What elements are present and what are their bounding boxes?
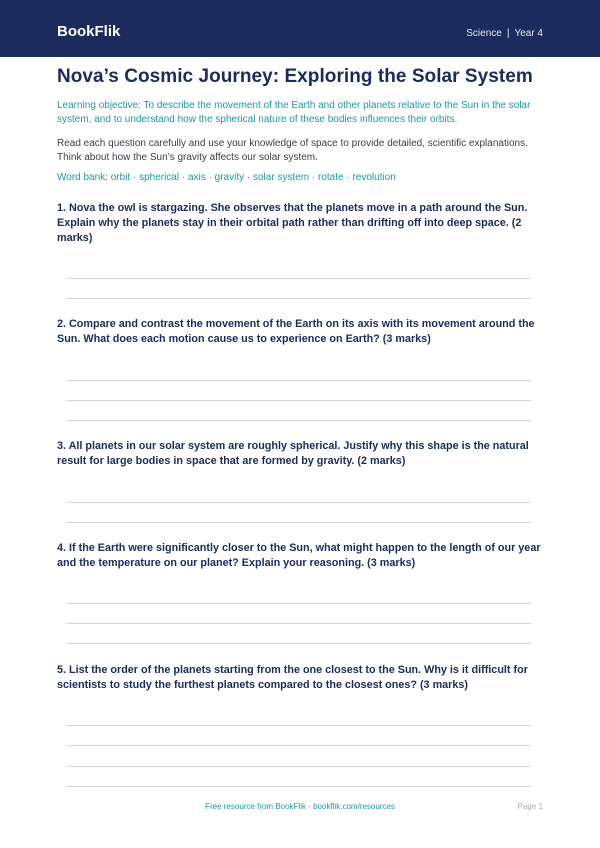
- separator: |: [506, 28, 510, 39]
- answer-line[interactable]: [67, 766, 531, 767]
- instructions: Read each question carefully and use your knowledge of space to provide detailed, scientific explanations. Think about how the Sun’s gravity affects our solar system.: [57, 138, 528, 163]
- answer-line[interactable]: [67, 502, 531, 503]
- answer-line[interactable]: [67, 400, 531, 401]
- answer-line[interactable]: [67, 298, 531, 299]
- header-bar: [0, 0, 600, 57]
- question-2: 2. Compare and contrast the movement of the Earth on its axis with its movement around the Sun. What does each motion cause us to experience on Earth? (3 marks): [57, 318, 535, 345]
- answer-line[interactable]: [67, 623, 531, 624]
- learning-objective: Learning objective: To describe the movement of the Earth and other planets relative to the Sun in the solar system, and to understand how the spherical nature of these bodies influences their orbits.: [57, 100, 531, 125]
- answer-line[interactable]: [67, 522, 531, 523]
- page-number: Page 1: [517, 802, 543, 811]
- answer-line[interactable]: [67, 420, 531, 421]
- subject-label: Science: [466, 28, 502, 39]
- question-3: 3. All planets in our solar system are roughly spherical. Justify why this shape is the natural result for large bodies in space that are formed by gravity. (2 marks): [57, 440, 529, 467]
- footer-source: Free resource from BookFlik · bookflik.com/resources: [205, 802, 395, 811]
- question-1: 1. Nova the owl is stargazing. She observes that the planets move in a path around the Sun. Explain why the planets stay in their orbital path rather than drifting off into deep space. (2 marks): [57, 202, 528, 244]
- year-label: Year 4: [514, 28, 543, 39]
- answer-line[interactable]: [67, 603, 531, 604]
- question-5: 5. List the order of the planets starting from the one closest to the Sun. Why is it difficult for scientists to study the furthest planets compared to the closest ones? (3 marks): [57, 664, 528, 691]
- answer-line[interactable]: [67, 278, 531, 279]
- subject-year-label: [466, 27, 543, 41]
- answer-line[interactable]: [67, 380, 531, 381]
- question-4: 4. If the Earth were significantly closer to the Sun, what might happen to the length of our year and the temperature on our planet? Explain your reasoning. (3 marks): [57, 542, 541, 569]
- page-title: Nova’s Cosmic Journey: Exploring the Solar System: [57, 66, 533, 87]
- answer-line[interactable]: [67, 643, 531, 644]
- word-bank: Word bank: orbit · spherical · axis · gravity · solar system · rotate · revolution: [57, 172, 396, 183]
- brand-logo: BookFlik: [57, 23, 121, 40]
- answer-line[interactable]: [67, 786, 531, 787]
- answer-line[interactable]: [67, 745, 531, 746]
- answer-line[interactable]: [67, 725, 531, 726]
